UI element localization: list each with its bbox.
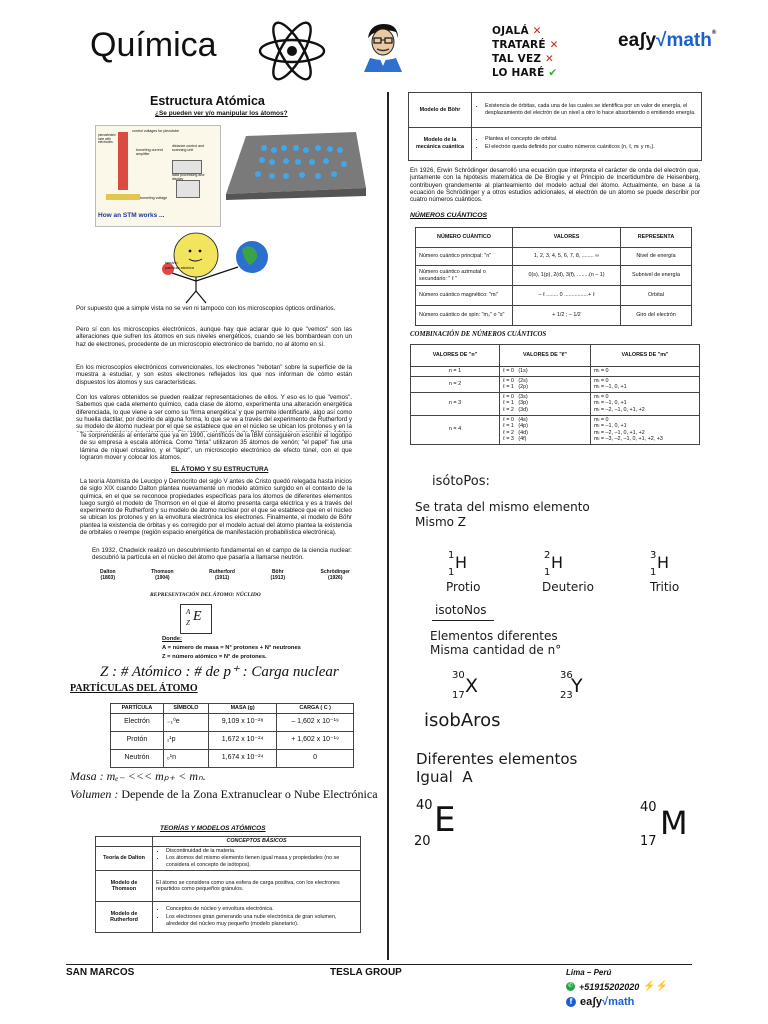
nuclide-symbol: E [193, 609, 202, 624]
stm-piezo-tube [118, 132, 128, 190]
table-cell: ℓ = 0 (2s) ℓ = 1 (2p) [500, 376, 591, 392]
timeline-item: Rutherford (1911) [209, 569, 235, 581]
table-row [409, 128, 702, 161]
cross-icon: ✕ [549, 39, 559, 51]
quantum-numbers-heading: NÚMEROS CUÁNTICOS [410, 212, 488, 219]
table-row [411, 392, 700, 415]
isotope-protio [448, 550, 508, 600]
slogan-line: LO HARÉ [492, 67, 545, 79]
slogan-block [492, 24, 572, 80]
table-row [411, 367, 700, 377]
table-cell: Subnivel de energía [621, 266, 692, 286]
nuclide-box [180, 604, 212, 634]
volume-line [70, 787, 378, 802]
stm-display [176, 180, 200, 198]
table-row [416, 286, 692, 306]
table-header-row [96, 837, 361, 847]
stm-label: tunneling current amplifier [136, 148, 163, 156]
cross-icon: ✕ [532, 25, 542, 37]
theories-table [95, 836, 361, 933]
list-item: • Discontinuidad de la materia. [166, 848, 357, 855]
table-header: REPRESENTA [621, 228, 692, 248]
isotope-z: 1 [448, 567, 455, 578]
table-row [96, 902, 361, 933]
isotope-symbol: H [455, 553, 468, 572]
table-row [416, 266, 692, 286]
table-cell: mₗ = 0 mₗ = –1, 0, +1 mₗ = –2, –1, 0, +1, +2 [591, 392, 700, 415]
slogan-line: OJALÁ [492, 25, 529, 37]
table-header-row [416, 228, 692, 248]
volume-text: Depende de la Zona Extranuclear o Nube Electrónica [121, 787, 378, 801]
donde-line: A = número de masa = N° protones + N° neutrones [162, 645, 301, 651]
table-cell: 1,672 x 10⁻²⁴ [208, 731, 276, 749]
model-name: Teoría de Dalton [96, 846, 153, 871]
footer-rule [66, 964, 692, 965]
intro-paragraph: Pero sí con los microscopios electrónicos, aunque hay que aclarar que lo que "vemos" son las alteraciones que sufren los átomos en sus niveles energéticos, cuando se les bombardean con un haz de electrones, procedente de un microscopio electrónico de barrido, no al átomo en sí. [76, 326, 352, 348]
slogan-line: TRATARÉ [492, 39, 546, 51]
isobaros-line: Igual A [416, 768, 473, 786]
table-row [416, 248, 692, 266]
table-row [411, 376, 700, 392]
table-cell: – ℓ ........ 0 ................+ ℓ [513, 286, 621, 306]
table-cell: + 1/2 ; – 1/2 [513, 306, 621, 326]
table-cell: Número cuántico azimutal o secundario: " ℓ " [416, 266, 513, 286]
isotope-symbol: H [657, 553, 670, 572]
facebook-icon: f [566, 997, 576, 1007]
combination-table [410, 344, 700, 445]
schrodinger-paragraph: En 1926, Erwin Schrödinger desarrolló una ecuación que interpreta el carácter de onda del electrón que, juntamente con la hipótesis matemática de De Broglie y el Principio de Incertidumbre de Heisenberg, contribuyen grandemente al planteamiento del modelo actual del átomo. Actualmente, en base a la ecuación de Schrödinger y a otros estudios adicionales, el electrón de un átomo se puede describir por cuatro números cuánticos. [410, 167, 700, 204]
isobaros-line: Diferentes elementos [416, 750, 578, 768]
scientist-portrait [358, 18, 408, 72]
table-header-row [411, 345, 700, 367]
table-header: MASA (g) [208, 704, 276, 714]
table-cell: ℓ = 0 (4s) ℓ = 1 (4p) ℓ = 2 (4d) ℓ = 3 (4f) [500, 415, 591, 444]
table-cell: 9,109 x 10⁻²⁸ [208, 713, 276, 731]
isotope-z: 1 [544, 567, 551, 578]
isotope-z: 1 [650, 567, 657, 578]
isotone-symbol: Y [571, 675, 583, 697]
table-cell: Nivel de energía [621, 248, 692, 266]
isobar-symbol: M [660, 804, 688, 842]
isotope-deuterio [544, 550, 614, 600]
table-cell: 1,674 x 10⁻²⁴ [208, 749, 276, 767]
list-item: • Los átomos del mismo elemento tienen igual masa y propiedades (no se considera el concepto de isótopos). [166, 855, 357, 868]
stm-label: piezoelectric tube with electrodes [98, 133, 116, 145]
table-cell: ₋₁⁰e [163, 713, 208, 731]
isotope-name: Protio [446, 580, 481, 594]
table-cell: ₀¹n [163, 749, 208, 767]
column-divider [387, 92, 389, 960]
stm-control-box [172, 160, 202, 174]
table-header: VALORES DE "n" [411, 345, 500, 367]
footer-center: TESLA GROUP [330, 967, 402, 978]
isotope-name: Tritio [650, 580, 680, 594]
atom-icon [256, 17, 328, 85]
timeline-item: Schrödinger (1926) [320, 569, 350, 581]
whatsapp-icon: ✆ [567, 983, 574, 989]
model-name: Modelo de Rutherford [96, 902, 153, 933]
atom-structure-heading: EL ÁTOMO Y SU ESTRUCTURA [171, 466, 269, 473]
table-cell: Giro del electrón [621, 306, 692, 326]
table-cell: n = 4 [411, 415, 500, 444]
model-name: Modelo de Böhr [409, 93, 472, 128]
section-subtitle: ¿Se pueden ver y/o manipular los átomos? [155, 110, 288, 117]
table-cell: ℓ = 0 (3s) ℓ = 1 (3p) ℓ = 2 (3d) [500, 392, 591, 415]
intro-paragraph: Te sorprenderás al enterarte que ya en 1990, científicos de la IBM consiguieron escribir el logotipo de su empresa a escala atómica. Como "tinta" utilizaron 35 átomos de xenón; "el papel" fue una lámina de níquel cristalino, y el "lápiz", un microscopio electrónico de efecto túnel, con el que lograron mover y colocar los átomos. [80, 432, 352, 461]
table-header: PARTÍCULA [111, 704, 164, 714]
table-cell: Orbital [621, 286, 692, 306]
check-icon: ✔ [548, 67, 558, 79]
isotope-symbol: H [551, 553, 564, 572]
donde-label: Donde: [162, 636, 182, 642]
isotone-symbol: X [465, 675, 479, 697]
table-header: VALORES DE "mₗ" [591, 345, 700, 367]
cross-icon: ✕ [545, 53, 554, 65]
list-item: • Existencia de órbitas, cada una de las cuales se identifica por un valor de energía, el desplazamiento del electrón de un nivel a otro lo hace absorbiendo o emitiendo energía. [485, 103, 698, 116]
isotone-mass: 36 [560, 670, 573, 681]
isobaros-title: isobAros [424, 710, 501, 731]
stm-caption: How an STM works ... [98, 212, 165, 219]
atomic-surface-image [226, 128, 366, 200]
isobar-symbol: E [434, 800, 456, 840]
table-header: NÚMERO CUÁNTICO [416, 228, 513, 248]
timeline-item: Dalton (1803) [100, 569, 116, 581]
list-item: • Plantea el concepto de orbital. [485, 136, 698, 143]
table-cell: ₁¹p [163, 731, 208, 749]
isotonos-underline [432, 620, 494, 621]
isobar-z: 20 [414, 834, 431, 849]
chadwick-paragraph: En 1932, Chadwick realizó un descubrimiento fundamental en el campo de la ciencia nuclear: descubrió la partícula en el núcleo del átomo que pasaría a llamarse neutrón. [92, 547, 352, 562]
stm-sample [106, 194, 140, 200]
table-cell: Electrón [111, 713, 164, 731]
isotope-tritio [650, 550, 710, 600]
table-cell: n = 3 [411, 392, 500, 415]
table-cell: mₗ = 0 [591, 367, 700, 377]
table-header: VALORES [513, 228, 621, 248]
intro-paragraph: En los microscopios electrónicos convencionales, los electrones "rebotan" sobre la superficie de la muestra a estudiar, y son estos electrones reflejados los que nos informan de cómo están dispuestos los átomos y sus características. [76, 364, 352, 386]
table-cell: mₗ = 0 mₗ = –1, 0, +1 [591, 376, 700, 392]
models-table [408, 92, 702, 161]
table-cell: 1, 2, 3, 4, 5, 6, 7, 8, ........ ∞ [513, 248, 621, 266]
table-cell: 0(s), 1(p), 2(d), 3(f), ........(n – 1) [513, 266, 621, 286]
table-header: VALORES DE "ℓ" [500, 345, 591, 367]
table-row [416, 306, 692, 326]
isotopos-line: Mismo Z [415, 515, 467, 529]
isotone-x [452, 670, 492, 706]
isobar-z: 17 [640, 834, 657, 849]
isotonos-line: Elementos diferentes [430, 629, 558, 643]
stm-diagram [95, 125, 221, 227]
isotone-mass: 30 [452, 670, 465, 681]
nuclide-atomic: Z [186, 619, 190, 627]
table-row [409, 93, 702, 128]
quantum-numbers-table [415, 227, 692, 326]
brand-mark: ® [711, 30, 717, 36]
page-title: Química [90, 26, 217, 64]
stick-label: partícula atómica [165, 266, 194, 270]
table-header: CARGA ( C ) [277, 704, 354, 714]
isotonos-line: Misma cantidad de n° [430, 643, 562, 657]
footer-phone-row [566, 981, 668, 992]
isotopos-title: isótoPos: [432, 474, 490, 489]
lightning-icon: ⚡⚡ [643, 981, 669, 992]
nuclide-mass: A [186, 608, 191, 616]
isobar-m [640, 800, 700, 856]
particles-table [110, 703, 354, 768]
table-header: SÍMBOLO [163, 704, 208, 714]
table-row [111, 731, 354, 749]
footer-city: Lima – Perú [566, 968, 612, 977]
model-name: Modelo de Thomson [96, 871, 153, 902]
table-cell: n = 1 [411, 367, 500, 377]
table-row [96, 871, 361, 902]
z-formula: Z : # Atómico : # de p⁺ : Carga nuclear [100, 664, 339, 680]
intro-paragraph: Con los valores obtenidos se pueden realizar representaciones de ellos. Y eso es lo que "vemos". Sabemos que cada elemento químico, cada clase de átomo, experimenta una alteración energética diferenciada, lo que viene a ser como su 'firma energética' y que permite identificarle, algo así como su huella dactilar, por decirlo de alguna forma, lo que se ve a través del experimento de Rutherford y su modelo de átomo nuclear por el que se establece que en el núcleo se ubican los protones y en la [76, 394, 352, 431]
table-row [111, 713, 354, 731]
list-item: El átomo se considera como una esfera de carga positiva, con los electrones repartidos como pequeños gránulos. [153, 871, 361, 902]
isotope-mass: 3 [650, 550, 657, 561]
timeline-item: Böhr (1913) [270, 569, 285, 581]
stick-label: tamaño [165, 261, 178, 265]
table-cell: mₗ = 0 mₗ = –1, 0, +1 mₗ = –2, –1, 0, +1, +2 mₗ = –3, –2, –1, 0, +1, +2, +3 [591, 415, 700, 444]
volume-label: Volumen : [70, 787, 119, 801]
table-cell: + 1,602 x 10⁻¹⁹ [277, 731, 354, 749]
footer-brand: eaʃy√math [580, 996, 635, 1008]
stm-label: tunneling voltage [140, 196, 168, 200]
isobar-mass: 40 [640, 800, 657, 815]
list-item: • El electrón queda definido por cuatro números cuánticos (n, ℓ, mₗ y mₛ). [485, 144, 698, 151]
table-cell: Número cuántico principal: "n" [416, 248, 513, 266]
isotope-mass: 1 [448, 550, 455, 561]
theories-heading: TEORÍAS Y MODELOS ATÓMICOS [160, 825, 266, 832]
isotope-name: Deuterio [542, 580, 594, 594]
table-row [411, 415, 700, 444]
brand-suffix: √math [656, 30, 712, 51]
list-item: • Los electrones giran generando una nube electrónica de gran volumen, alrededor del núcleo muy pequeño (modelo planetario). [166, 914, 357, 927]
isotone-z: 17 [452, 690, 465, 701]
footer-left: SAN MARCOS [66, 967, 135, 978]
section-title: Estructura Atómica [150, 94, 265, 108]
particles-heading: PARTÍCULAS DEL ÁTOMO [70, 683, 198, 694]
brand-prefix: eaʃy [618, 30, 657, 51]
isotonos-title: isotoNos [435, 603, 487, 617]
isobar-e [414, 798, 474, 854]
donde-line: Z = número atómico = N° de protones. [162, 654, 267, 660]
atom-structure-paragraph: La teoría Atomista de Leucipo y Demócrito del siglo V antes de Cristo quedó relegada hasta inicios de siglo XIX cuando Dalton plantea nuevamente un modelo atómico surgido en el contexto de la química, en el que se reconoce propiedades específicas para los átomos de diferentes elementos luego surgió el modelo de Thomson en el que el átomo presenta carga eléctrica y es a través del experimento de Rutherford y su modelo de átomo nuclear por el que se establece que en el núcleo se ubican los protones y en la envoltura electrónica los electrones. Finalmente, el modelo de Böhr plantea la existencia de órbitas y es corregido por el modelo actual del átomo plantea la existencia de orbitales o reempe (región espacio energética de manifestación probabilística electrónica). [80, 478, 352, 537]
timeline-item: Thomson (1904) [151, 569, 174, 581]
stm-label: data processing and display [172, 173, 205, 181]
stm-label: control voltages for piezotube [132, 129, 179, 133]
table-cell: Protón [111, 731, 164, 749]
intro-paragraph: Por supuesto que a simple vista no se ven ni tampoco con los microscopios ópticos ordinarios. [76, 305, 336, 312]
model-name: Modelo de la mecánica cuántica [409, 128, 472, 161]
footer-brand-row [566, 996, 634, 1008]
isotone-z: 23 [560, 690, 573, 701]
isotopos-line: Se trata del mismo elemento [415, 500, 590, 514]
combination-heading: COMBINACIÓN DE NÚMEROS CUÁNTICOS [410, 331, 547, 338]
table-header-row [111, 704, 354, 714]
isotone-y [560, 670, 600, 706]
table-cell: ℓ = 0 (1s) [500, 367, 591, 377]
model-timeline [100, 569, 350, 581]
nuclide-heading: REPRESENTACIÓN DEL ÁTOMO: NÚCLIDO [150, 592, 261, 598]
table-cell: Número cuántico de spin: "mₛ" o "s" [416, 306, 513, 326]
list-item: • Conceptos de núcleo y envoltura electrónica. [166, 906, 357, 913]
mass-formula: Masa : mₑ₋ <<< mₚ₊ < mₙ. [70, 769, 206, 783]
slogan-line: TAL VEZ [492, 53, 542, 65]
table-cell: Número cuántico magnético: "mₗ" [416, 286, 513, 306]
brand-logo [618, 30, 716, 52]
table-header: CONCEPTOS BÁSICOS [153, 837, 361, 847]
table-row [96, 846, 361, 871]
table-cell: n = 2 [411, 376, 500, 392]
footer-phone: +51915202020 [579, 981, 640, 992]
stick-figure-illustration [142, 231, 270, 305]
isotope-mass: 2 [544, 550, 551, 561]
stm-label: distance control and scanning unit [172, 144, 205, 152]
table-cell: 0 [277, 749, 354, 767]
isobar-mass: 40 [416, 798, 433, 813]
table-row [111, 749, 354, 767]
table-cell: – 1,602 x 10⁻¹⁹ [277, 713, 354, 731]
table-cell: Neutrón [111, 749, 164, 767]
